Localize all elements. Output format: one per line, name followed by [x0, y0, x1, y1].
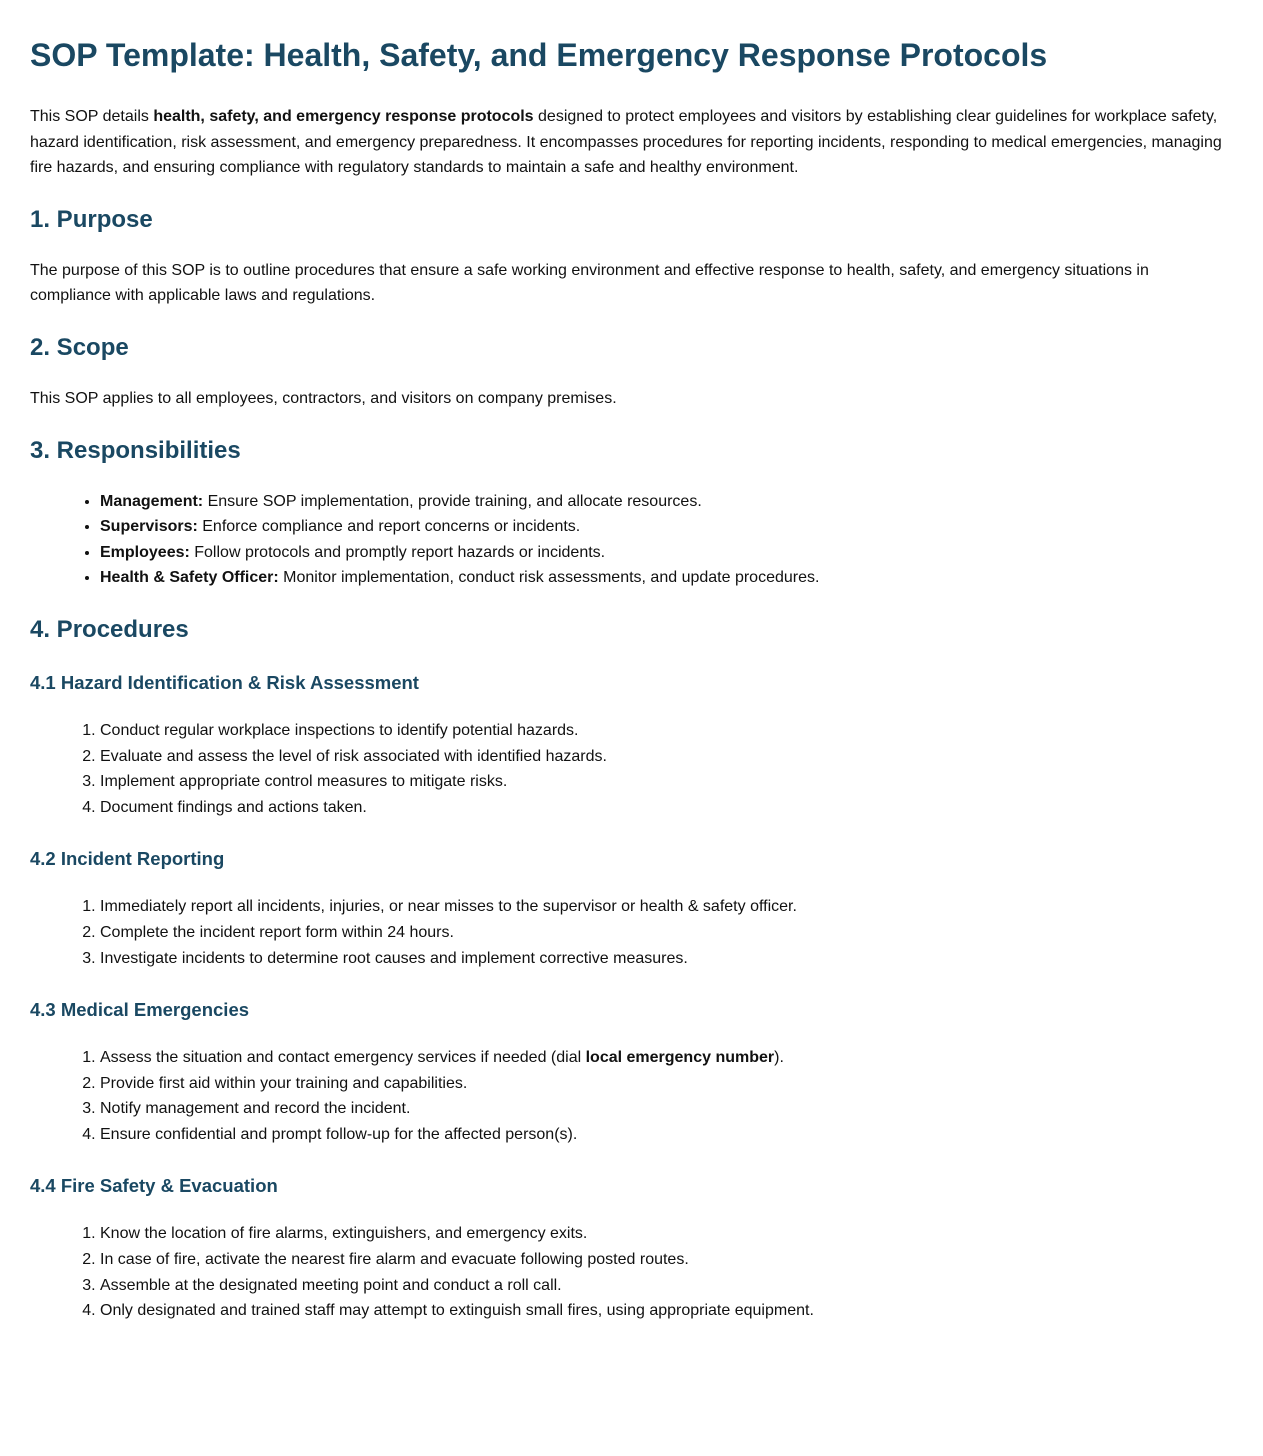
list-item: 1. Know the location of fire alarms, extinguishers, and emergency exits. [100, 1221, 1233, 1247]
list-item: 2. Evaluate and assess the level of risk associated with identified hazards. [100, 744, 1233, 770]
role-label: Employees: [100, 543, 190, 561]
list-item: 4. Only designated and trained staff may attempt to extinguish small fires, using appropriate equipment. [100, 1298, 1233, 1324]
list-item: 2. Complete the incident report form within 24 hours. [100, 920, 1233, 946]
list-item [100, 489, 1233, 515]
page-title: SOP Template: Health, Safety, and Emergency Response Protocols [30, 37, 1048, 73]
list-item [100, 514, 1233, 540]
purpose-heading: 1. Purpose [30, 205, 153, 233]
list-item: 4. Document findings and actions taken. [100, 795, 1233, 821]
intro-text-after: designed to protect employees and visitors by establishing clear guidelines for workplace safety, hazard identification, risk assessment, and emergency preparedness. It encompasses procedures for reporting incidents, responding to medical emergencies, managing fire hazards, and ensuring compliance with regulatory standards to maintain a safe and healthy environment. [30, 108, 1222, 177]
emergency-number-label: local emergency number [585, 1049, 775, 1067]
list-item: 1. Immediately report all incidents, injuries, or near misses to the supervisor or health & safety officer. [100, 894, 1233, 920]
procedures-heading: 4. Procedures [30, 615, 189, 643]
list-item: 3. Implement appropriate control measures to mitigate risks. [100, 769, 1233, 795]
hazard-heading: 4.1 Hazard Identification & Risk Assessment [30, 671, 419, 693]
fire-steps-list [30, 1221, 1233, 1323]
intro-paragraph [30, 104, 1233, 181]
list-item: 4. Ensure confidential and prompt follow-up for the affected person(s). [100, 1122, 1233, 1148]
responsibilities-heading: 3. Responsibilities [30, 436, 241, 464]
list-item: 3. Investigate incidents to determine root causes and implement corrective measures. [100, 946, 1233, 972]
role-label: Health & Safety Officer: [100, 569, 279, 587]
incident-heading: 4.2 Incident Reporting [30, 848, 225, 870]
scope-heading: 2. Scope [30, 333, 129, 361]
incident-steps-list [30, 894, 1233, 971]
scope-text: This SOP applies to all employees, contractors, and visitors on company premises. [30, 389, 617, 407]
medical-heading: 4.3 Medical Emergencies [30, 999, 250, 1021]
role-label: Management: [100, 492, 204, 510]
role-label: Supervisors: [100, 518, 198, 536]
list-item [100, 540, 1233, 566]
step-text-after: ). [774, 1049, 784, 1067]
fire-heading: 4.4 Fire Safety & Evacuation [30, 1175, 278, 1197]
document-content [30, 0, 1233, 1320]
list-item [100, 565, 1233, 591]
hazard-steps-list [30, 718, 1233, 820]
role-description: Monitor implementation, conduct risk assessments, and update procedures. [278, 569, 820, 587]
purpose-text: The purpose of this SOP is to outline procedures that ensure a safe working environment and effective response to health, safety, and emergency situations in compliance with applicable laws and regulations. [30, 261, 1149, 305]
list-item [100, 1045, 1233, 1071]
intro-text-before: This SOP details [30, 108, 154, 125]
intro-text-bold: health, safety, and emergency response protocols [153, 108, 534, 125]
list-item: 2. Provide first aid within your training and capabilities. [100, 1071, 1233, 1097]
step-text-before: Assess the situation and contact emergency services if needed (dial [100, 1049, 586, 1067]
list-item: 2. In case of fire, activate the nearest fire alarm and evacuate following posted routes. [100, 1247, 1233, 1273]
list-item: 1. Conduct regular workplace inspections to identify potential hazards. [100, 718, 1233, 744]
role-description: Enforce compliance and report concerns or incidents. [197, 518, 581, 536]
responsibilities-list [30, 489, 1233, 591]
list-item: 3. Notify management and record the incident. [100, 1096, 1233, 1122]
medical-steps-list [30, 1045, 1233, 1147]
role-description: Follow protocols and promptly report hazards or incidents. [189, 543, 606, 561]
role-description: Ensure SOP implementation, provide training, and allocate resources. [203, 492, 702, 510]
list-item: 3. Assemble at the designated meeting point and conduct a roll call. [100, 1273, 1233, 1299]
